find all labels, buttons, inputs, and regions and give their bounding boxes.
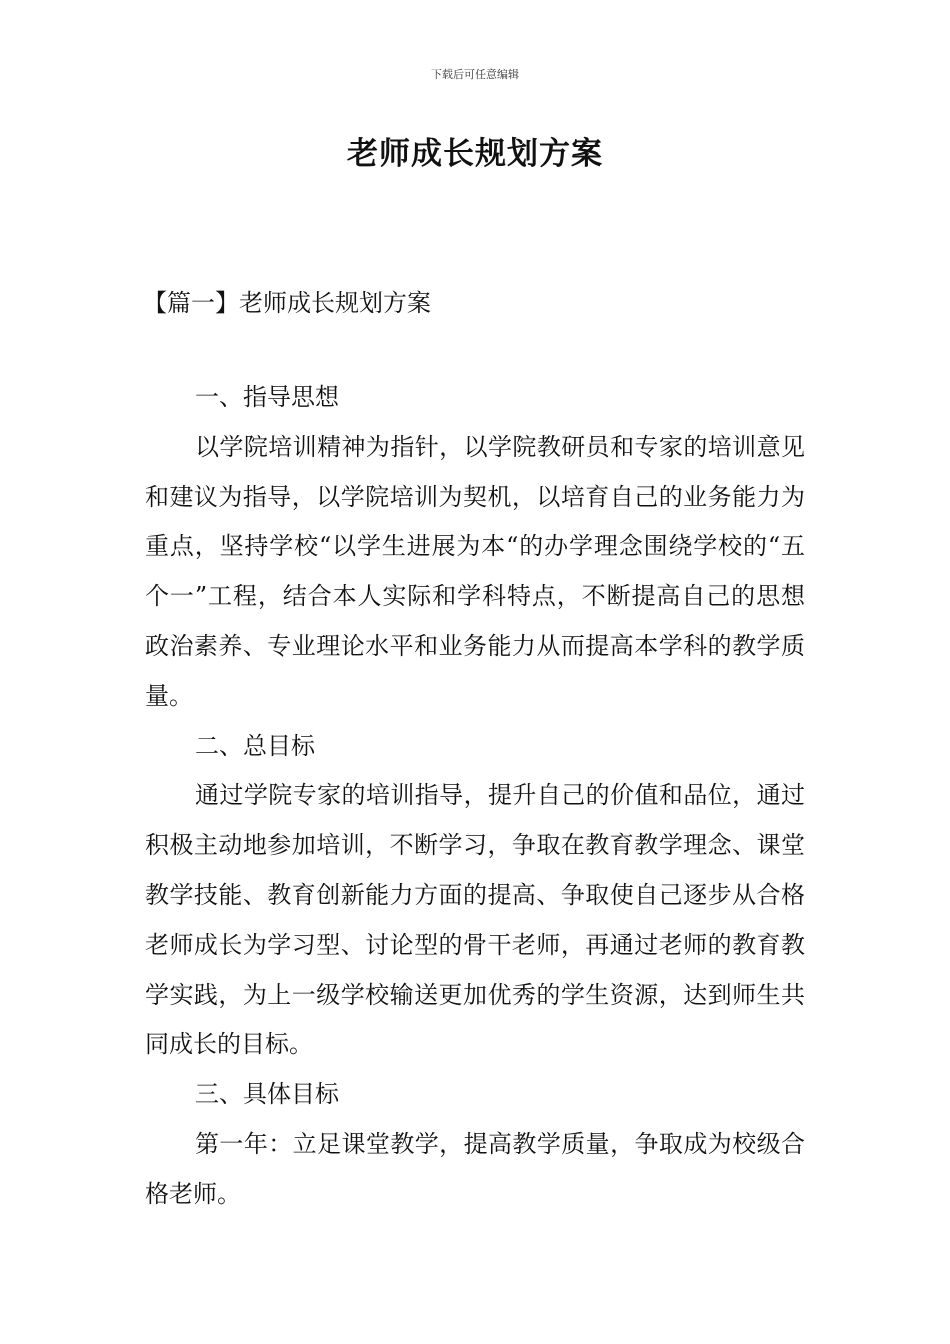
section-title: 【篇一】老师成长规划方案 (143, 289, 431, 317)
document-title: 老师成长规划方案 (347, 136, 603, 172)
document-body (145, 373, 805, 1220)
paragraph-guiding-ideology: 以学院培训精神为指针，以学院教研员和专家的培训意见和建议为指导，以学院培训为契机，以培育自己的业务能力为重点，坚持学校“以学生进展为本“的办学理念围绕学校的“五个一”工程，结合本人实际和学科特点，不断提高自己的思想政治素养、专业理论水平和业务能力从而提高本学科的教学质量。 (145, 432, 805, 710)
heading-specific-goals: 三、具体目标 (195, 1080, 339, 1109)
heading-overall-goal: 二、总目标 (195, 731, 315, 760)
header-note: 下载后可任意编辑 (431, 68, 519, 81)
paragraph-overall-goal: 通过学院专家的培训指导，提升自己的价值和品位，通过积极主动地参加培训，不断学习，争取在教育教学理念、课堂教学技能、教育创新能力方面的提高、争取使自己逐步从合格老师成长为学习型、讨论型的骨干老师，再通过老师的教育教学实践，为上一级学校输送更加优秀的学生资源，达到师生共同成长的目标。 (145, 781, 805, 1059)
heading-guiding-ideology: 一、指导思想 (195, 383, 339, 411)
paragraph-first-year: 第一年：立足课堂教学，提高教学质量，争取成为校级合格老师。 (145, 1129, 805, 1208)
